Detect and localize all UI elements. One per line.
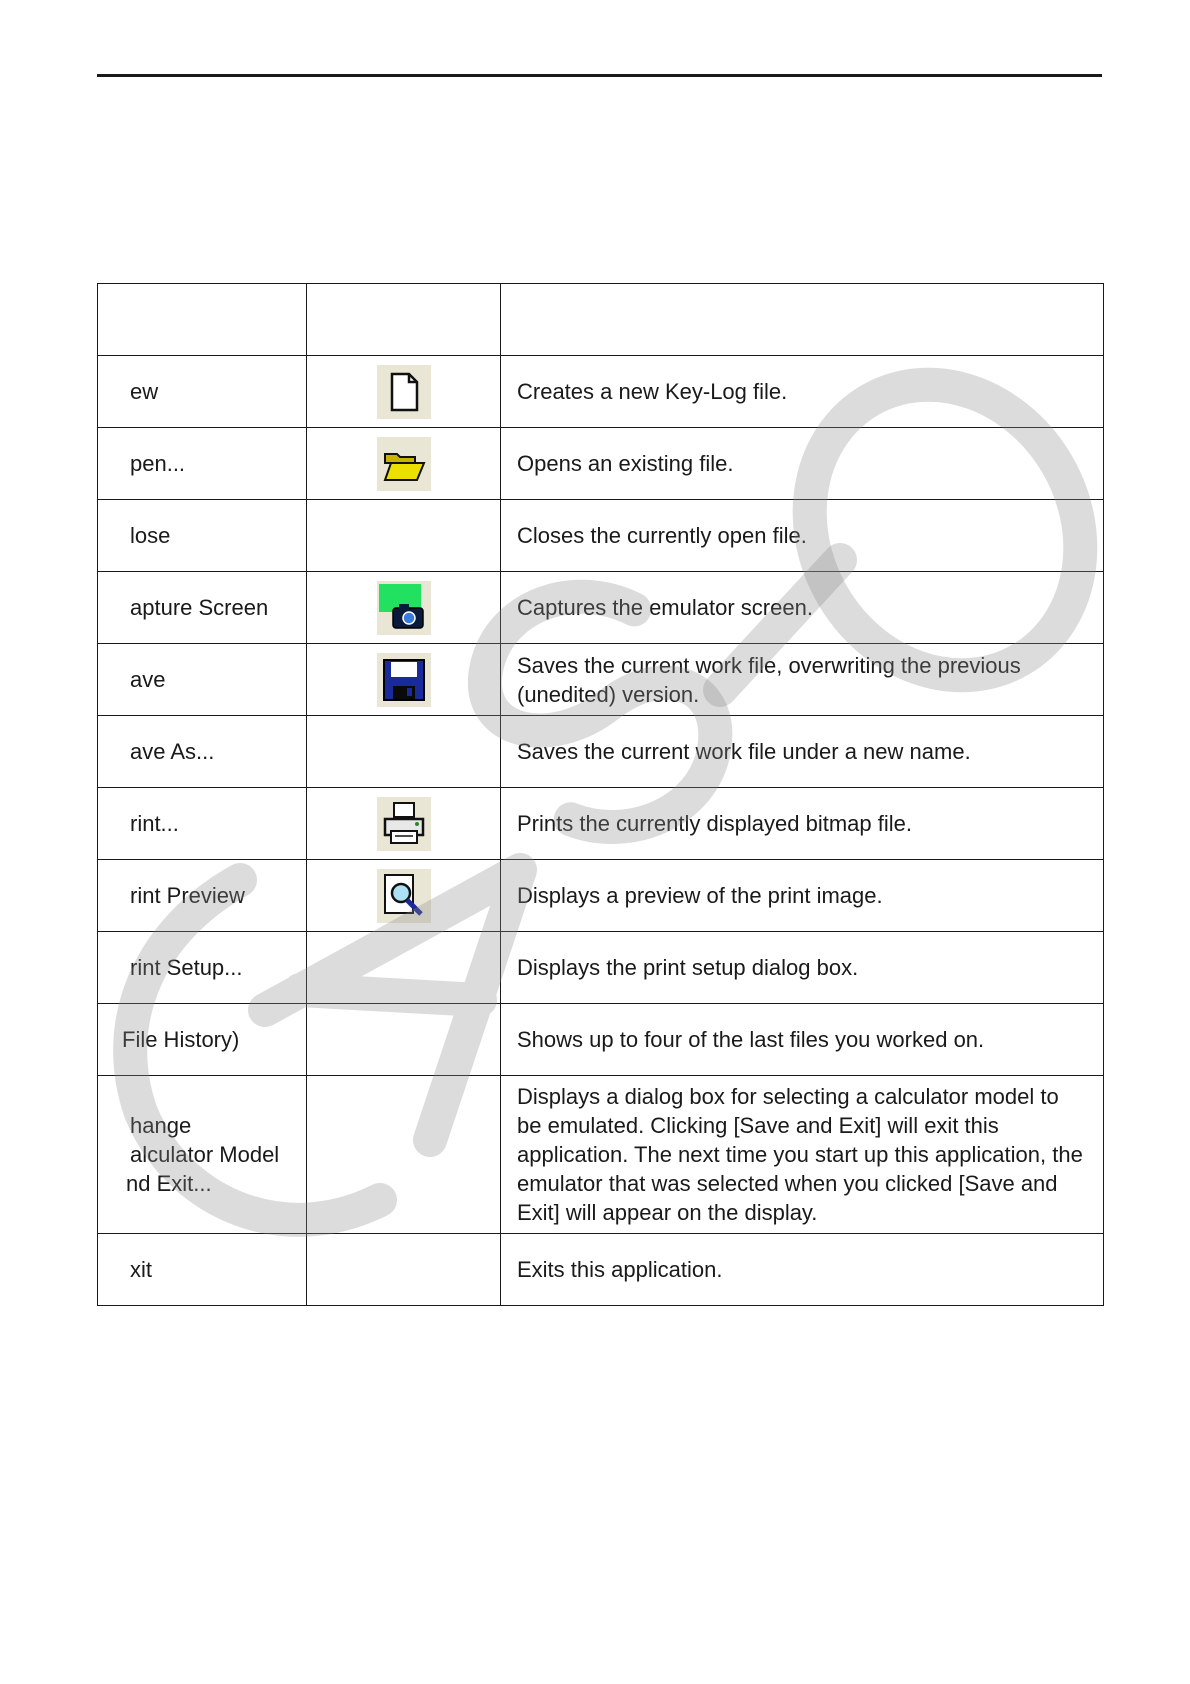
description: Opens an existing file.	[501, 428, 1104, 500]
header-item	[98, 284, 307, 356]
open-folder-icon	[377, 437, 431, 491]
menu-item-file-history: File History)	[98, 1004, 307, 1076]
description: Displays a preview of the print image.	[501, 860, 1104, 932]
table-row	[98, 500, 1104, 572]
empty-icon-cell	[307, 1076, 501, 1234]
table-row	[98, 428, 1104, 500]
empty-icon-cell	[307, 500, 501, 572]
menu-item-save: ave	[98, 644, 307, 716]
header-description	[501, 284, 1104, 356]
menu-command-table	[97, 283, 1104, 1306]
menu-item-save-as: ave As...	[98, 716, 307, 788]
menu-item-open: pen...	[98, 428, 307, 500]
description: Displays the print setup dialog box.	[501, 932, 1104, 1004]
table-row	[98, 932, 1104, 1004]
menu-item-exit: xit	[98, 1234, 307, 1306]
item-line: nd Exit...	[126, 1171, 212, 1196]
menu-item-close: lose	[98, 500, 307, 572]
table-row	[98, 788, 1104, 860]
empty-icon-cell	[307, 932, 501, 1004]
description: Saves the current work file, overwriting the previous (unedited) version.	[501, 644, 1104, 716]
table-row	[98, 860, 1104, 932]
empty-icon-cell	[307, 1004, 501, 1076]
menu-item-new: ew	[98, 356, 307, 428]
description: Captures the emulator screen.	[501, 572, 1104, 644]
menu-item-capture-screen: apture Screen	[98, 572, 307, 644]
table-row	[98, 716, 1104, 788]
description: Creates a new Key-Log file.	[501, 356, 1104, 428]
print-preview-icon	[377, 869, 431, 923]
printer-icon	[377, 797, 431, 851]
table-row	[98, 572, 1104, 644]
table-row	[98, 644, 1104, 716]
camera-icon	[377, 581, 431, 635]
table-row	[98, 1004, 1104, 1076]
new-file-icon	[377, 365, 431, 419]
item-line: hange	[130, 1113, 192, 1138]
table-row	[98, 1234, 1104, 1306]
description: Prints the currently displayed bitmap file.	[501, 788, 1104, 860]
description: Saves the current work file under a new name.	[501, 716, 1104, 788]
table-row	[98, 1076, 1104, 1234]
menu-item-print-setup: rint Setup...	[98, 932, 307, 1004]
description: Shows up to four of the last files you worked on.	[501, 1004, 1104, 1076]
description: Exits this application.	[501, 1234, 1104, 1306]
header-icon	[307, 284, 501, 356]
description: Closes the currently open file.	[501, 500, 1104, 572]
empty-icon-cell	[307, 1234, 501, 1306]
empty-icon-cell	[307, 716, 501, 788]
menu-item-change-calculator-model	[98, 1076, 307, 1234]
top-rule	[97, 74, 1102, 77]
table-header-row	[98, 284, 1104, 356]
floppy-disk-icon	[377, 653, 431, 707]
table-row	[98, 356, 1104, 428]
menu-item-print: rint...	[98, 788, 307, 860]
item-line: alculator Model	[130, 1142, 280, 1167]
menu-item-print-preview: rint Preview	[98, 860, 307, 932]
description: Displays a dialog box for selecting a calculator model to be emulated. Clicking [Save and Exit] will exit this application. The next time you start up this application, the emulator that was selected when you clicked [Save and Exit] will appear on the display.	[501, 1076, 1104, 1234]
